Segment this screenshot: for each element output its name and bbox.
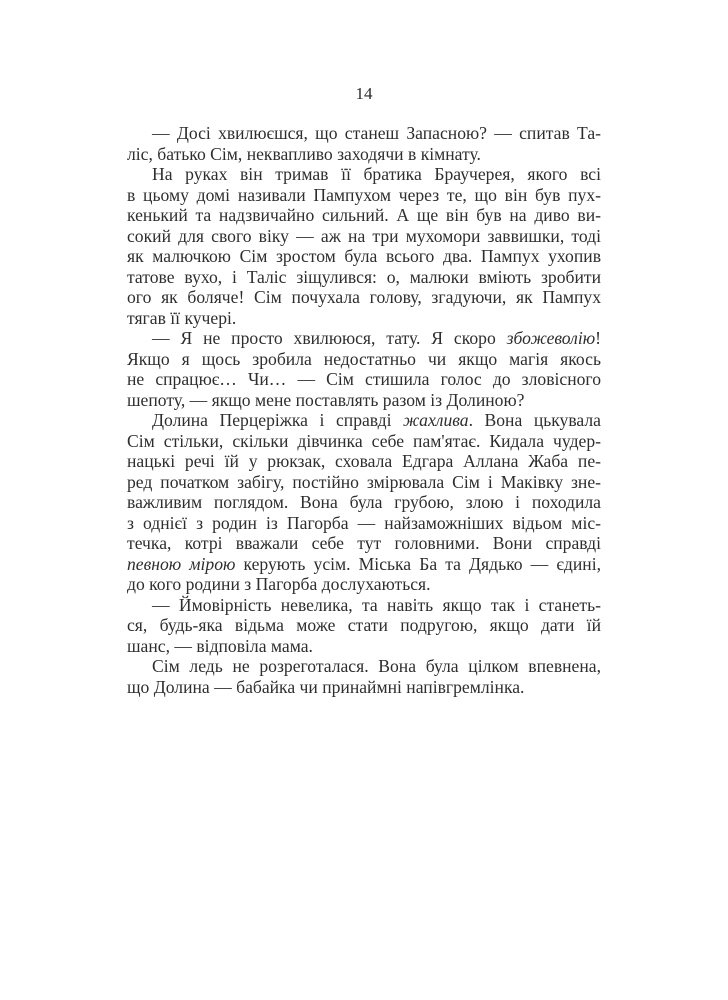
text-line	[127, 287, 601, 308]
paragraph	[127, 410, 601, 595]
text-line	[127, 492, 601, 513]
text-line	[127, 144, 601, 165]
text-line	[127, 226, 601, 247]
text-line	[127, 615, 601, 636]
text-line	[127, 349, 601, 370]
text-segment: !	[595, 328, 601, 348]
page-number: 14	[355, 84, 373, 103]
text-line	[127, 308, 601, 329]
text-line	[127, 410, 601, 431]
text-line	[127, 390, 601, 411]
text-segment: ого як боляче! Сім почухала голову, згадуючи, як Пампух	[127, 287, 601, 307]
text-segment: керують усім. Міська Ба та Дядько — єдині,	[235, 553, 602, 574]
text-line	[127, 574, 601, 595]
text-segment: до кого родини з Пагорба дослухаються.	[127, 574, 431, 594]
text-segment: як малючкою Сім зростом була всього два. Пампух ухопив	[127, 246, 601, 266]
text-segment: нацькі речі їй у рюкзак, сховала Едгара Аллана Жаба пе-	[127, 451, 601, 471]
text-segment: — Я не просто хвилююся, тату. Я скоро	[152, 328, 507, 348]
text-segment: що Долина — бабайка чи принаймні напівгремлінка.	[127, 676, 525, 697]
text-line	[127, 205, 601, 226]
paragraph	[127, 656, 601, 697]
text-line	[127, 656, 601, 677]
text-segment: Сім ледь не розреготалася. Вона була цілком впевнена,	[152, 656, 601, 676]
text-segment: — Ймовірність невелика, та навіть якщо так і станеть-	[152, 594, 601, 615]
text-segment: Якщо я щось зробила недостатньо чи якщо магія якось	[127, 348, 601, 369]
text-segment: шепоту, — якщо мене поставлять разом із Долиною?	[127, 389, 525, 410]
italic-text: певною мірою	[127, 553, 236, 574]
text-line	[127, 431, 601, 452]
text-segment: Долина Перцеріжка і справді	[152, 410, 404, 430]
text-segment: татове вухо, і Таліс зіщулився: о, малюки вміють зробити	[127, 266, 601, 287]
text-segment: . Вона цькувала	[468, 410, 601, 430]
text-segment: Сім стільки, скільки дівчинка себе пам'ятає. Кидала чудер-	[127, 430, 601, 451]
paragraph	[127, 328, 601, 410]
text-segment: з однієї з родин із Пагорба — найзаможніших відьом міс-	[127, 512, 601, 533]
text-segment: ся, будь-яка відьма може стати подругою, якщо дати їй	[127, 615, 601, 635]
text-segment: кенький та надзвичайно сильний. А ще він був на диво ви-	[127, 205, 601, 225]
paragraph	[127, 123, 601, 164]
text-line	[127, 451, 601, 472]
text-line	[127, 185, 601, 206]
italic-text: жахлива	[403, 410, 469, 430]
text-line	[127, 636, 601, 657]
text-segment: ред початком забігу, постійно змірювала Сім і Маківку зне-	[127, 471, 601, 492]
italic-text: збожеволію	[506, 328, 596, 348]
text-segment: не спрацює… Чи… — Сім стишила голос до зловісного	[127, 369, 601, 389]
text-line	[127, 246, 601, 267]
text-line	[127, 369, 601, 390]
text-segment: — Досі хвилюєшся, що станеш Запасною? — спитав Та-	[152, 123, 601, 143]
text-segment: сокий для свого віку — аж на три мухомори заввишки, тоді	[127, 225, 601, 246]
text-line	[127, 554, 601, 575]
text-line	[127, 677, 601, 698]
text-line	[127, 328, 601, 349]
text-line	[127, 164, 601, 185]
text-segment: ліс, батько Сім, неквапливо заходячи в кімнату.	[127, 143, 481, 164]
body-text	[127, 123, 601, 697]
text-segment: в цьому домі називали Пампухом через те, що він був пух-	[127, 184, 601, 205]
text-line	[127, 595, 601, 616]
text-line	[127, 533, 601, 554]
text-segment: На руках він тримав її братика Браучерея, якого всі	[152, 164, 601, 184]
paragraph	[127, 164, 601, 328]
text-segment: течка, котрі вважали себе тут головними. Вони справді	[127, 533, 601, 553]
text-line	[127, 513, 601, 534]
text-line	[127, 472, 601, 493]
text-segment: важливим поглядом. Вона була грубою, злою і походила	[127, 492, 601, 512]
text-line	[127, 267, 601, 288]
paragraph	[127, 595, 601, 657]
text-line	[127, 123, 601, 144]
text-segment: тягав її кучері.	[127, 307, 237, 328]
text-segment: шанс, — відповіла мама.	[127, 635, 313, 656]
